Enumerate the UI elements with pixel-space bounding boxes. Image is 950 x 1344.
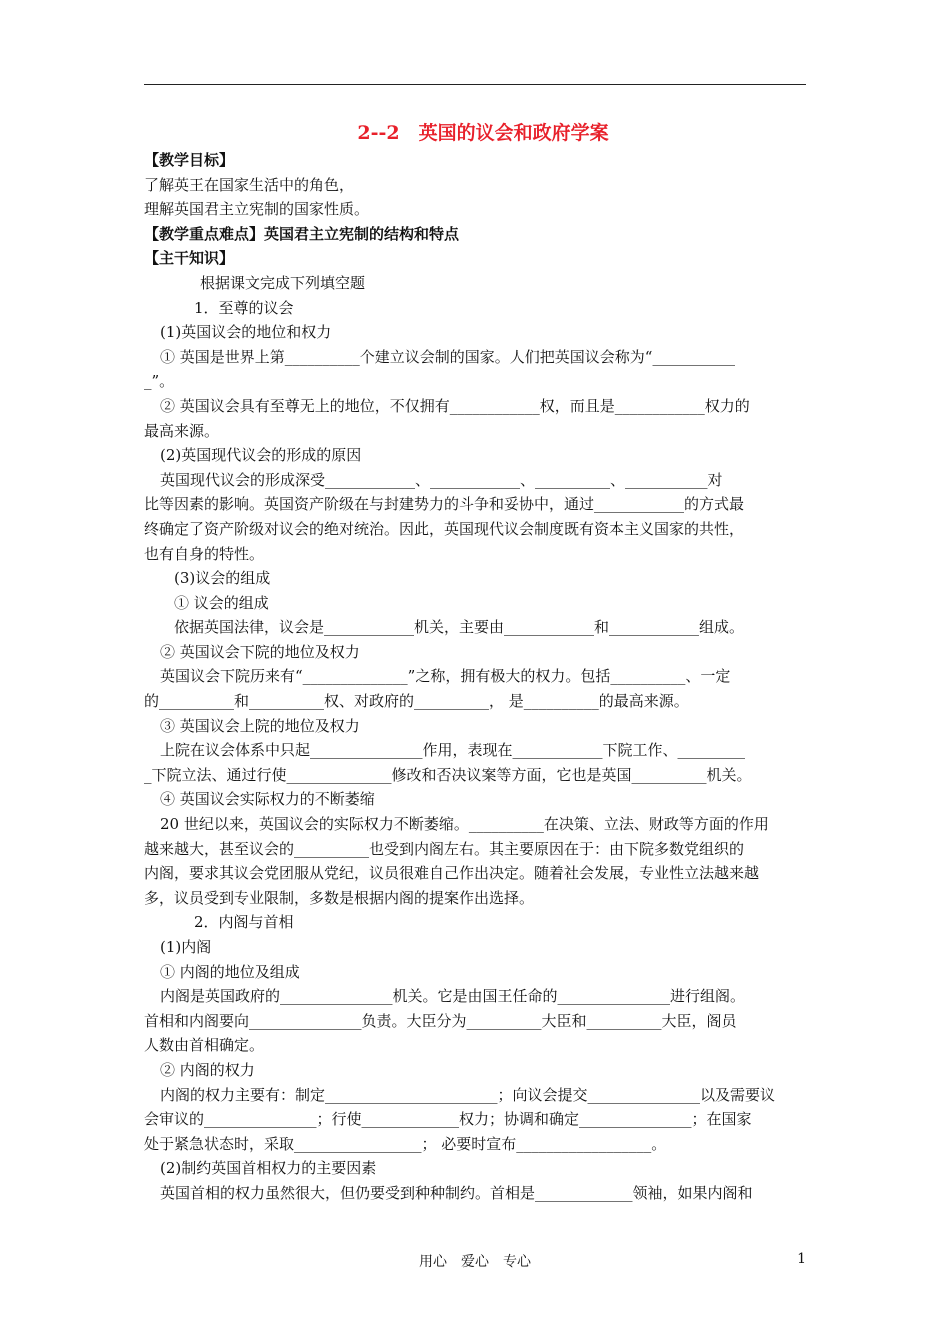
text-line: 理解英国君主立宪制的国家性质。 [144, 200, 370, 219]
text-line: 人数由首相确定。 [144, 1036, 265, 1055]
text-line: 首相和内阁要向_______________负责。大臣分为__________大臣和__________大臣，阁员 [144, 1011, 737, 1030]
text-line: ① 议会的组成 [174, 593, 269, 612]
text-line: 【主干知识】 [144, 249, 235, 268]
text-line: 终确定了资产阶级对议会的绝对统治。因此，英国现代议会制度既有资本主义国家的共性， [144, 519, 745, 538]
text-line: _”。 [144, 372, 175, 391]
text-line: 内阁是英国政府的_______________机关。它是由国王任命的_______________进行组阁。 [160, 987, 746, 1006]
text-line: ④ 英国议会实际权力的不断萎缩 [160, 790, 375, 809]
text-line: (3)议会的组成 [174, 569, 271, 588]
text-line: (2)制约英国首相权力的主要因素 [160, 1159, 377, 1178]
text-line: ② 英国议会具有至尊无上的地位，不仅拥有____________权，而且是____________权力的 [160, 396, 750, 415]
text-line: 也有自身的特性。 [144, 544, 265, 563]
page-number: 1 [797, 1251, 806, 1267]
text-line: 20 世纪以来，英国议会的实际权力不断萎缩。__________在决策、立法、财政等方面的作用 [160, 815, 769, 834]
text-line: ② 英国议会下院的地位及权力 [160, 642, 360, 661]
text-line: ② 内阁的权力 [160, 1060, 255, 1079]
document-body [144, 120, 806, 1206]
text-line: 根据课文完成下列填空题 [200, 273, 366, 292]
text-line: 比等因素的影响。英国资产阶级在与封建势力的斗争和妥协中，通过____________的方式最 [144, 495, 745, 514]
text-line: 英国首相的权力虽然很大，但仍要受到种种制约。首相是_____________领袖，如果内阁和 [160, 1183, 753, 1202]
text-line: ③ 英国议会上院的地位及权力 [160, 716, 360, 735]
text-line: 依据英国法律，议会是____________机关，主要由____________和____________组成。 [174, 618, 745, 637]
text-line: 英国现代议会的形成深受____________、____________、__________、___________对 [160, 470, 723, 489]
text-line: ① 英国是世界上第__________个建立议会制的国家。人们把英国议会称为“___________ [160, 347, 735, 366]
header-rule [144, 84, 806, 85]
text-line: 内阁的权力主要有：制定_______________________；向议会提交_______________以及需要议 [160, 1085, 776, 1104]
text-line: _下院立法、通过行使______________修改和否决议案等方面，它也是英国__________机关。 [144, 765, 752, 784]
text-line: 处于紧急状态时，采取_________________； 必要时宣布__________________。 [144, 1134, 667, 1153]
text-line: 会审议的_______________；行使_____________权力；协调和确定_______________；在国家 [144, 1110, 752, 1129]
text-line: 【教学重点难点】英国君主立宪制的结构和特点 [144, 224, 460, 243]
text-line: 了解英王在国家生活中的角色， [144, 175, 355, 194]
text-line: 上院在议会体系中只起_______________作用，表现在____________下院工作、_________ [160, 741, 746, 760]
text-line: (1)英国议会的地位和权力 [160, 323, 332, 342]
text-line: 【教学目标】 [144, 151, 235, 169]
text-line: ① 内阁的地位及组成 [160, 962, 300, 981]
text-line: 2．内阁与首相 [194, 913, 294, 932]
text-line: 1．至尊的议会 [194, 298, 294, 317]
page-footer [144, 1251, 806, 1271]
text-line: 多，议员受到专业限制，多数是根据内阁的提案作出选择。 [144, 888, 535, 907]
body-lines [144, 148, 806, 1206]
text-line: 的__________和__________权、对政府的__________， 是__________的最高来源。 [144, 692, 689, 711]
page-title: 2--2 英国的议会和政府学案 [357, 122, 609, 144]
text-line: 越来越大，甚至议会的__________也受到内阁左右。其主要原因在于：由下院多数党组织的 [144, 839, 745, 858]
text-line: (2)英国现代议会的形成的原因 [160, 446, 362, 465]
footer-motto: 用心 爱心 专心 [419, 1254, 531, 1270]
text-line: 英国议会下院历来有“______________”之称，拥有极大的权力。包括__________、一定 [160, 667, 731, 686]
text-line: 内阁，要求其议会党团服从党纪，议员很难自己作出决定。随着社会发展，专业性立法越来越 [144, 864, 760, 883]
text-line: 最高来源。 [144, 421, 220, 440]
text-line: (1)内阁 [160, 938, 212, 956]
